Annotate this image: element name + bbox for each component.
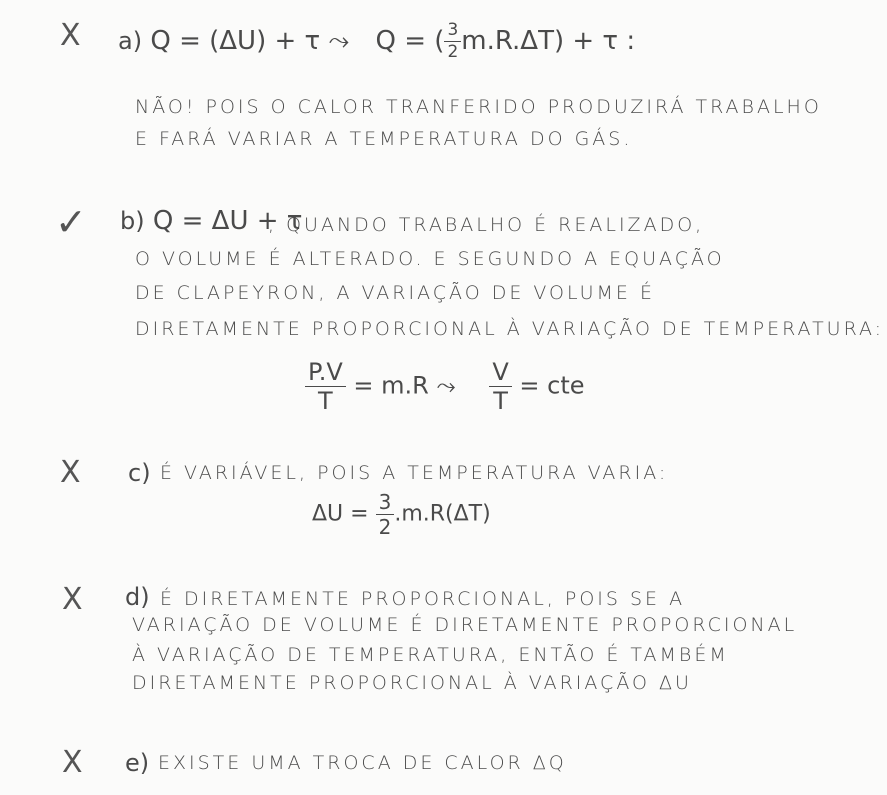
fraction-numerator: 3 (376, 492, 395, 515)
text-b-line-2: O VOLUME É ALTERADO. E SEGUNDO A EQUAÇÃO (135, 248, 725, 270)
fraction-numerator: P.V (305, 360, 346, 387)
clapeyron-rest: = m.R ⤳ (353, 371, 456, 400)
clapeyron-equation (305, 360, 585, 413)
fraction-denominator: T (318, 387, 333, 415)
item-label-c: c) (128, 459, 151, 487)
fraction-denominator: 2 (378, 515, 392, 539)
equation-a-right-suffix: m.R.ΔT) + τ : (461, 26, 636, 56)
text-d-line-4: DIRETAMENTE PROPORCIONAL À VARIAÇÃO ΔU (132, 672, 692, 694)
text-a-line-2: E FARÁ VARIAR A TEMPERATURA DO GÁS. (135, 128, 633, 150)
equation-a (118, 22, 635, 61)
energy-equation-c (312, 492, 491, 537)
wrong-mark-a: X (60, 18, 81, 53)
fraction-denominator: T (493, 387, 508, 415)
energy-eq-suffix: .m.R(ΔT) (394, 501, 491, 527)
wrong-mark-d: X (62, 582, 83, 617)
check-mark-b: ✓ (55, 200, 87, 244)
constant-rest: = cte (519, 371, 585, 400)
text-d-line-1: É DIRETAMENTE PROPORCIONAL, POIS SE A (160, 588, 686, 610)
text-d-line-3: À VARIAÇÃO DE TEMPERATURA, ENTÃO É TAMBÉM (132, 644, 729, 666)
item-label-a: a) (118, 27, 143, 55)
text-c-line-1: É VARIÁVEL, POIS A TEMPERATURA VARIA: (160, 462, 669, 484)
wrong-mark-e: X (62, 745, 83, 780)
text-a-line-1: NÃO! POIS O CALOR TRANFERIDO PRODUZIRÁ TRABALHO (135, 96, 822, 118)
text-b-line-4: DIRETAMENTE PROPORCIONAL À VARIAÇÃO DE TEMPERATURA: (135, 318, 885, 340)
fraction-three-halves-a (444, 22, 461, 61)
fraction-denominator: 2 (447, 42, 459, 62)
text-b-line-1: , QUANDO TRABALHO É REALIZADO, (268, 214, 705, 236)
fraction-numerator: 3 (444, 22, 461, 42)
equation-a-left: Q = (ΔU) + τ ⤳ (150, 26, 350, 56)
equation-b-text: Q = ΔU + τ (152, 206, 303, 236)
equation-a-right-prefix: Q = ( (375, 26, 445, 56)
wrong-mark-c: X (60, 455, 81, 490)
text-e-line-1: EXISTE UMA TROCA DE CALOR ΔQ (158, 752, 567, 774)
item-label-d: d) (125, 583, 150, 611)
fraction-v-over-t (489, 360, 511, 413)
item-label-e: e) (125, 749, 150, 777)
item-c-header (128, 458, 151, 488)
fraction-numerator: V (489, 360, 511, 387)
item-label-b: b) (120, 207, 145, 235)
item-d-header (125, 582, 150, 612)
energy-eq-prefix: ΔU = (312, 501, 369, 527)
text-d-line-2: VARIAÇÃO DE VOLUME É DIRETAMENTE PROPORCIONAL (132, 614, 798, 636)
fraction-pv-over-t (305, 360, 346, 413)
fraction-three-halves-c (376, 492, 395, 537)
text-b-line-3: DE CLAPEYRON, A VARIAÇÃO DE VOLUME É (135, 282, 655, 304)
item-e-header (125, 748, 149, 778)
